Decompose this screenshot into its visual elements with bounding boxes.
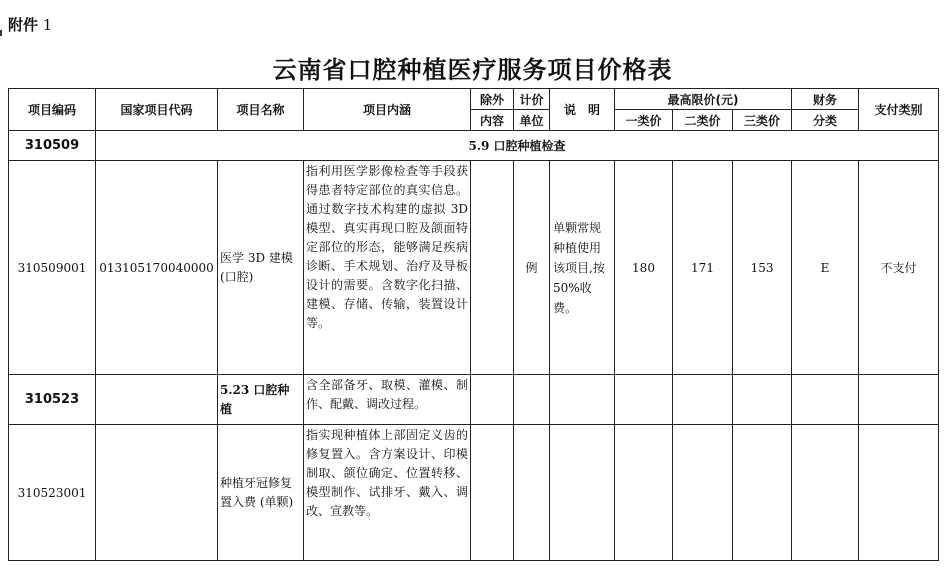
content-cell: 指利用医学影像检查等手段获得患者特定部位的真实信息。通过数字技术构建的虚拟 3D 模型、真实再现口腔及颌面特定部位的形态，能够满足疾病诊断、手术规划、治疗及导板设计的需要。含数字化扫描、建模、存储、传输，装置设计等。 bbox=[304, 161, 471, 375]
table-row-310523 bbox=[9, 375, 939, 425]
header-content: 项目内涵 bbox=[304, 89, 471, 131]
content-cell: 含全部备牙、取模、灌模、制作、配戴、调改过程。 bbox=[304, 375, 471, 425]
section-code: 310509 bbox=[9, 131, 96, 161]
header-national-code: 国家项目代码 bbox=[96, 89, 218, 131]
finance-cell bbox=[792, 425, 859, 561]
item-code-cell: 310509001 bbox=[9, 161, 96, 375]
price-table bbox=[8, 88, 939, 561]
header-class3: 三类价 bbox=[733, 110, 792, 131]
price-class3-cell bbox=[733, 375, 792, 425]
note-cell: 单颗常规种植使用该项目,按50%收费。 bbox=[550, 161, 615, 375]
price-class3-cell bbox=[733, 425, 792, 561]
finance-cell bbox=[792, 375, 859, 425]
section-code: 310523 bbox=[9, 375, 96, 425]
header-excluded-line1: 除外 bbox=[471, 89, 514, 110]
attachment-prefix: 附件 bbox=[8, 16, 39, 34]
attachment-number: 1 bbox=[42, 16, 53, 34]
price-class1-cell: 180 bbox=[615, 161, 673, 375]
price-class1-cell bbox=[615, 375, 673, 425]
note-cell bbox=[550, 375, 615, 425]
payment-cell bbox=[859, 375, 939, 425]
header-item-code: 项目编码 bbox=[9, 89, 96, 131]
header-max-price: 最高限价(元) bbox=[615, 89, 792, 110]
payment-cell bbox=[859, 425, 939, 561]
section-title: 5.9 口腔种植检查 bbox=[96, 131, 939, 161]
price-class3-cell: 153 bbox=[733, 161, 792, 375]
header-item-name: 项目名称 bbox=[218, 89, 304, 131]
note-cell bbox=[550, 425, 615, 561]
header-unit-line2: 单位 bbox=[514, 110, 550, 131]
price-class2-cell bbox=[673, 425, 733, 561]
national-code-cell bbox=[96, 375, 218, 425]
attachment-label bbox=[8, 14, 52, 35]
item-name-cell: 5.23 口腔种植 bbox=[218, 375, 304, 425]
national-code-cell bbox=[96, 425, 218, 561]
header-note: 说 明 bbox=[550, 89, 615, 131]
national-code-cell: 013105170040000 bbox=[96, 161, 218, 375]
finance-cell: E bbox=[792, 161, 859, 375]
price-class2-cell bbox=[673, 375, 733, 425]
section-row-310509 bbox=[9, 131, 939, 161]
header-excluded-line2: 内容 bbox=[471, 110, 514, 131]
header-finance-line1: 财务 bbox=[792, 89, 859, 110]
header-class1: 一类价 bbox=[615, 110, 673, 131]
header-class2: 二类价 bbox=[673, 110, 733, 131]
table-row-310509001 bbox=[9, 161, 939, 375]
unit-cell bbox=[514, 375, 550, 425]
header-row-1 bbox=[9, 89, 939, 110]
content-cell: 指实现种植体上部固定义齿的修复置入。含方案设计、印模制取、颌位确定、位置转移、模型制作、试排牙、戴入、调改、宣教等。 bbox=[304, 425, 471, 561]
payment-cell: 不支付 bbox=[859, 161, 939, 375]
unit-cell: 例 bbox=[514, 161, 550, 375]
price-class1-cell bbox=[615, 425, 673, 561]
document-title: 云南省口腔种植医疗服务项目价格表 bbox=[272, 55, 673, 84]
excluded-cell bbox=[471, 375, 514, 425]
header-finance-line2: 分类 bbox=[792, 110, 859, 131]
unit-cell bbox=[514, 425, 550, 561]
table-row-310523001 bbox=[9, 425, 939, 561]
item-name-cell: 种植牙冠修复置入费 (单颗) bbox=[218, 425, 304, 561]
price-class2-cell: 171 bbox=[673, 161, 733, 375]
excluded-cell bbox=[471, 425, 514, 561]
header-payment: 支付类别 bbox=[859, 89, 939, 131]
item-name-cell: 医学 3D 建模(口腔) bbox=[218, 161, 304, 375]
header-unit-line1: 计价 bbox=[514, 89, 550, 110]
margin-mark bbox=[0, 30, 2, 36]
item-code-cell: 310523001 bbox=[9, 425, 96, 561]
excluded-cell bbox=[471, 161, 514, 375]
